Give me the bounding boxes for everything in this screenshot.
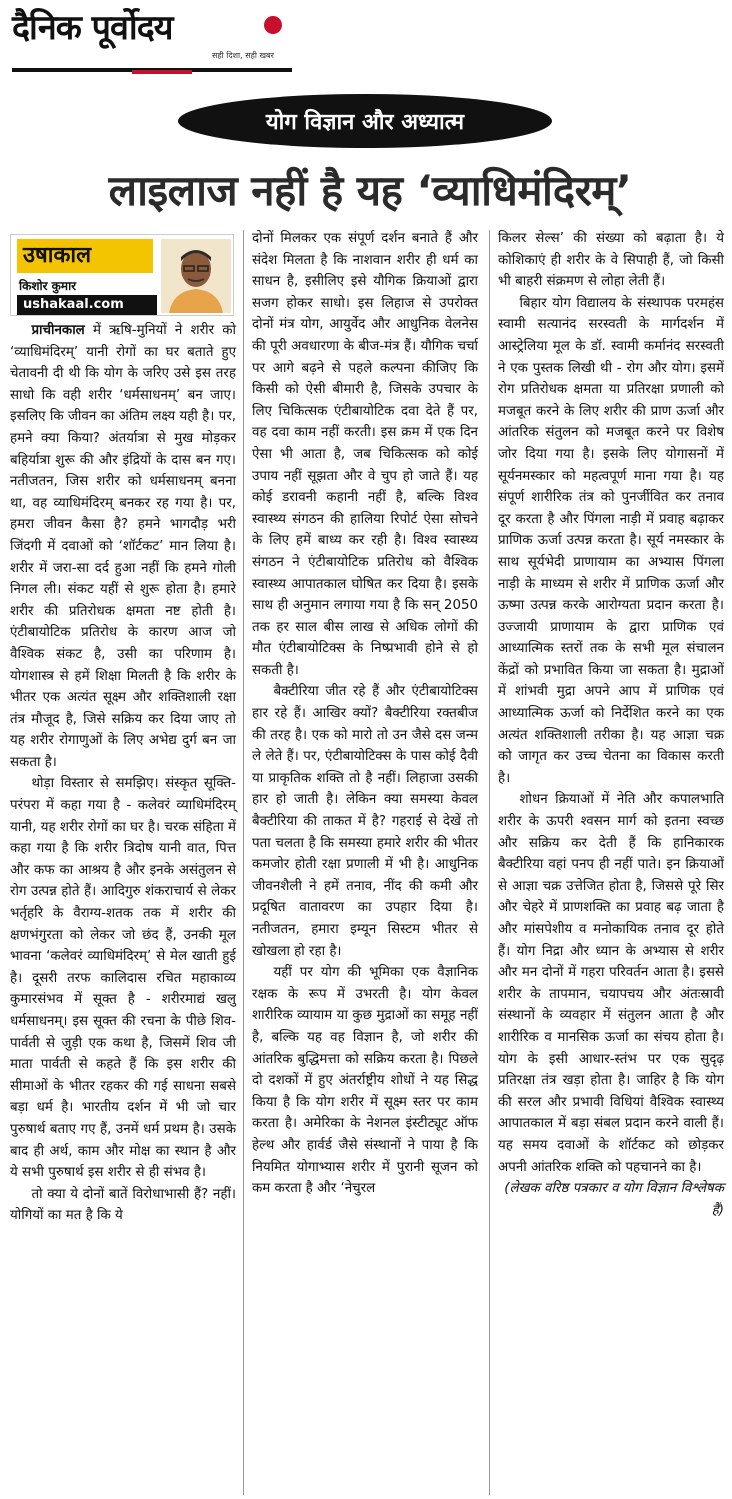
- article-column-1: [10, 320, 236, 1227]
- paragraph: बिहार योग विद्यालय के संस्थापक परमहंस स्वामी सत्यानंद सरस्वती के मार्गदर्शन में आस्ट्रेलिया मूल के डॉ. स्वामी कर्मानंद सरस्वती ने एक पुस्तक लिखी थी - रोग और योग। इसमें रोग प्रतिरोधक क्षमता या प्रतिरक्षा प्रणाली को मजबूत करने के लिए शरीर की प्राण ऊर्जा और आंतरिक संतुलन को मजबूत करने पर विशेष जोर दिया गया है। इसके लिए योगासनों में सूर्यनमस्कार को महत्वपूर्ण माना गया है। यह संपूर्ण शारीरिक तंत्र को पुनर्जीवित कर तनाव दूर करता है और पिंगला नाड़ी में प्रवाह बढ़ाकर प्राणिक ऊर्जा उत्पन्न करता है। सूर्य नमस्कार के साथ सूर्यभेदी प्राणायाम का अभ्यास पिंगला नाड़ी के माध्यम से शरीर में प्राणिक ऊर्जा और ऊष्मा उत्पन्न करके आरोग्यता प्रदान करता है। उज्जायी प्राणायाम के द्वारा प्राणिक एवं आध्यात्मिक स्तरों तक के सभी मूल संचालन केंद्रों को प्रभावित किया जा सकता है। मुद्राओं में शांभवी मुद्रा अपने आप में प्राणिक एवं आध्यात्मिक ऊर्जा को निर्देशित करने का एक अत्यंत शक्तिशाली तरीका है। यह आज्ञा चक्र को जागृत कर उच्च चेतना का विकास करती है।: [498, 295, 724, 786]
- paragraph: यहीं पर योग की भूमिका एक वैज्ञानिक रक्षक के रूप में उभरती है। योग केवल शारीरिक व्यायाम या कुछ मुद्राओं का समूह नहीं है, बल्कि यह वह विज्ञान है, जो शरीर की आंतरिक बुद्धिमत्ता को सक्रिय करता है। पिछले दो दशकों में हुए अंतर्राष्ट्रीय शोधों ने यह सिद्ध किया है कि योग शरीर में सूक्ष्म स्तर पर काम करता है। अमेरिका के नेशनल इंस्टीट्यूट ऑफ हेल्थ और हार्वर्ड जैसे संस्थानों ने पाया है कि नियमित योगाभ्यास शरीर में पुरानी सूजन को कम करता है और ‘नेचुरल: [252, 965, 478, 1197]
- author-photo-icon: [161, 239, 231, 313]
- paragraph: बैक्टीरिया जीत रहे हैं और एंटीबायोटिक्स हार रहे हैं। आखिर क्यों? बैक्टीरिया रक्तबीज की तरह है। एक को मारो तो उन जैसे दस जन्म ले लेते हैं। पर, एंटीबायोटिक्स के पास कोई दैवी या प्राकृतिक शक्ति तो है नहीं। लिहाजा उसकी हार हो जाती है। लेकिन क्या समस्या केवल बैक्टीरिया की ताकत में है? गहराई से देखें तो पता चलता है कि समस्या हमारे शरीर की भीतर कमजोर होती रक्षा प्रणाली में भी है। आधुनिक जीवनशैली ने हमें तनाव, नींद की कमी और प्रदूषित वातावरण का उपहार दिया है। नतीजतन, हमारा इम्यून सिस्टम भीतर से खोखला हो रहा है।: [252, 684, 478, 959]
- column-divider: [489, 230, 490, 1495]
- logo-dot-icon: [264, 16, 282, 34]
- newspaper-tagline: सही दिशा, सही खबर: [212, 51, 274, 60]
- section-banner: योग विज्ञान और अध्यात्म: [178, 94, 552, 148]
- paragraph: थोड़ा विस्तार से समझिए। संस्कृत सूक्ति-परंपरा में कहा गया है - कलेवरं व्याधिमंदिरम् यानी, यह शरीर रोगों का घर है। चरक संहिता में कहा गया है कि शरीर त्रिदोष यानी वात, पित्त और कफ का आश्रय है और इनके असंतुलन से रोग उत्पन्न होते हैं। आदिगुरु शंकराचार्य से लेकर भर्तृहरि के वैराग्य-शतक तक में शरीर की क्षणभंगुरता को लेकर जो छंद हैं, उनकी मूल भावना ‘कलेवरं व्याधिमंदिरम्’ से मेल खाती हुई है। दूसरी तरफ कालिदास रचित महाकाव्य कुमारसंभव में सूक्त है - शरीरमाद्यं खलु धर्मसाधनम्। इस सूक्त की रचना के पीछे शिव-पार्वती से जुड़ी एक कथा है, जिसमें शिव जी माता पार्वती से कहते हैं कि इस शरीर की सीमाओं के भीतर रहकर की गई साधना सबसे बड़ा धर्म है। भारतीय दर्शन में भी जो चार पुरुषार्थ बताए गए हैं, उनमें धर्म प्रथम है। उसके बाद ही अर्थ, काम और मोक्ष का स्थान है और ये सभी पुरुषार्थ इस शरीर से ही संभव है।: [10, 776, 236, 1181]
- article-column-3: [498, 228, 724, 1221]
- paragraph-text: में ऋषि-मुनियों ने शरीर को ‘व्याधिमंदिरम्’ यानी रोगों का घर बताते हुए चेतावनी दी थी कि योग के जरिए उसे इस तरह साधो कि वही शरीर ‘धर्मसाधनम्’ बन जाए। इसलिए कि जीवन का अंतिम लक्ष्य यही है। पर, हमने क्या किया? अंतर्यात्रा से मुख मोड़कर बहिर्यात्रा शुरू की और इंद्रियों के दास बन गए। नतीजतन, जिस शरीर को धर्मसाधनम् बनना था, वह व्याधिमंदिरम् बनकर रह गया है। पर, हमरा जीवन कैसा है? हमने भागदौड़ भरी जिंदगी में दवाओं को ‘शॉर्टकट’ मान लिया है। शरीर में जरा-सा दर्द हुआ नहीं कि हमने गोली निगल ली। संकट यहीं से शुरू होता है। हमारे शरीर की प्रतिरोधक क्षमता नष्ट होती है। एंटीबायोटिक प्रतिरोध के कारण आज जो वैश्विक संकट है, उसी का परिणाम है। योगशास्त्र से हमें शिक्षा मिलती है कि शरीर के भीतर एक अत्यंत सूक्ष्म और शक्तिशाली रक्षा तंत्र मौजूद है, जिसे सक्रिय कर दिया जाए तो यह शरीर रोगाणुओं के लिए अभेद्य दुर्ग बन जा सकता है।: [10, 323, 236, 770]
- paragraph: दोनों मिलकर एक संपूर्ण दर्शन बनाते हैं और संदेश मिलता है कि नाशवान शरीर ही धर्म का साधन है, इसीलिए इसे यौगिक क्रियाओं द्वारा सजग होकर साधो। इस लिहाज से उपरोक्त दोनों मंत्र योग, आयुर्वेद और आधुनिक वेलनेस की पूरी अवधारणा के बीज-मंत्र हैं। यौगिक चर्चा पर आगे बढ़ने से पहले कल्पना कीजिए कि किसी को ऐसी बीमारी है, जिसके उपचार के लिए चिकित्सक एंटीबायोटिक दवा देते हैं पर, वह दवा काम नहीं करती। इस क्रम में एक दिन ऐसा भी आता है, जब चिकित्सक को कोई उपाय नहीं सूझता और वे चुप हो जाते हैं। यह कोई डरावनी कहानी नहीं है, बल्कि विश्व स्वास्थ्य संगठन की हालिया रिपोर्ट ऐसा सोचने के लिए हमें बाध्य कर रही है। विश्व स्वास्थ्य संगठन ने एंटीबायोटिक प्रतिरोध को वैश्विक स्वास्थ्य आपातकाल घोषित कर दिया है। इसके साथ ही अनुमान लगाया गया है कि सन् 2050 तक हर साल बीस लाख से अधिक लोगों की मौत एंटीबायोटिक्स के निष्प्रभावी होने से हो सकती है।: [252, 231, 478, 678]
- author-name: किशोर कुमार: [19, 279, 77, 293]
- paragraph: [10, 320, 236, 773]
- masthead-red-tag: [132, 70, 192, 74]
- paragraph: किलर सेल्स’ की संख्या को बढ़ाता है। ये कोशिकाएं ही शरीर के वे सिपाही हैं, जो किसी भी बाहरी संक्रमण से लोहा लेती हैं।: [498, 231, 724, 290]
- author-photo-svg: [161, 239, 231, 313]
- column-website: ushakaal.com: [17, 295, 157, 315]
- column-divider: [243, 230, 244, 1495]
- paragraph: तो क्या ये दोनों बातें विरोधाभासी हैं? नहीं। योगियों का मत है कि ये: [10, 1186, 236, 1224]
- column-header: [10, 234, 234, 316]
- author-credit: (लेखक वरिष्ठ पत्रकार व योग विज्ञान विश्लेषक हैं): [504, 1181, 724, 1218]
- article-lead-word: प्राचीनकाल: [31, 323, 85, 338]
- newspaper-logo: दैनिक पूर्वोदय: [12, 8, 173, 48]
- article-headline: लाइलाज नहीं है यह ‘व्याधिमंदिरम्’: [108, 166, 632, 215]
- article-column-2: [252, 228, 478, 1200]
- masthead: [12, 6, 290, 70]
- paragraph: शोधन क्रियाओं में नेति और कपालभाति शरीर के ऊपरी श्वसन मार्ग को इतना स्वच्छ और सक्रिय कर देती हैं कि हानिकारक बैक्टीरिया वहां पनप ही नहीं पाते। इन क्रियाओं से आज्ञा चक्र उत्तेजित होता है, जिससे पूरे सिर और चेहरे में प्राणशक्ति का प्रवाह बढ़ जाता है और मांसपेशीय व मनोकायिक तनाव दूर होते हैं। योग निद्रा और ध्यान के अभ्यास से शरीर और मन दोनों में गहरा परिवर्तन आता है। इससे शरीर के तापमान, चयापचय और अंतःस्रावी संस्थानों के व्यवहार में संतुलन आता है और शारीरिक व मानसिक ऊर्जा का संचय होता है। योग के इसी आधार-स्तंभ पर एक सुदृढ़ प्रतिरक्षा तंत्र खड़ा होता है। जाहिर है कि योग की सरल और प्रभावी विधियां वैश्विक स्वास्थ्य आपातकाल में बड़ा संबल प्रदान करने वाली हैं। यह समय दवाओं के शॉर्टकट को छोड़कर अपनी आंतरिक शक्ति को पहचानने का है।: [498, 792, 724, 1175]
- column-name: उषाकाल: [17, 239, 153, 273]
